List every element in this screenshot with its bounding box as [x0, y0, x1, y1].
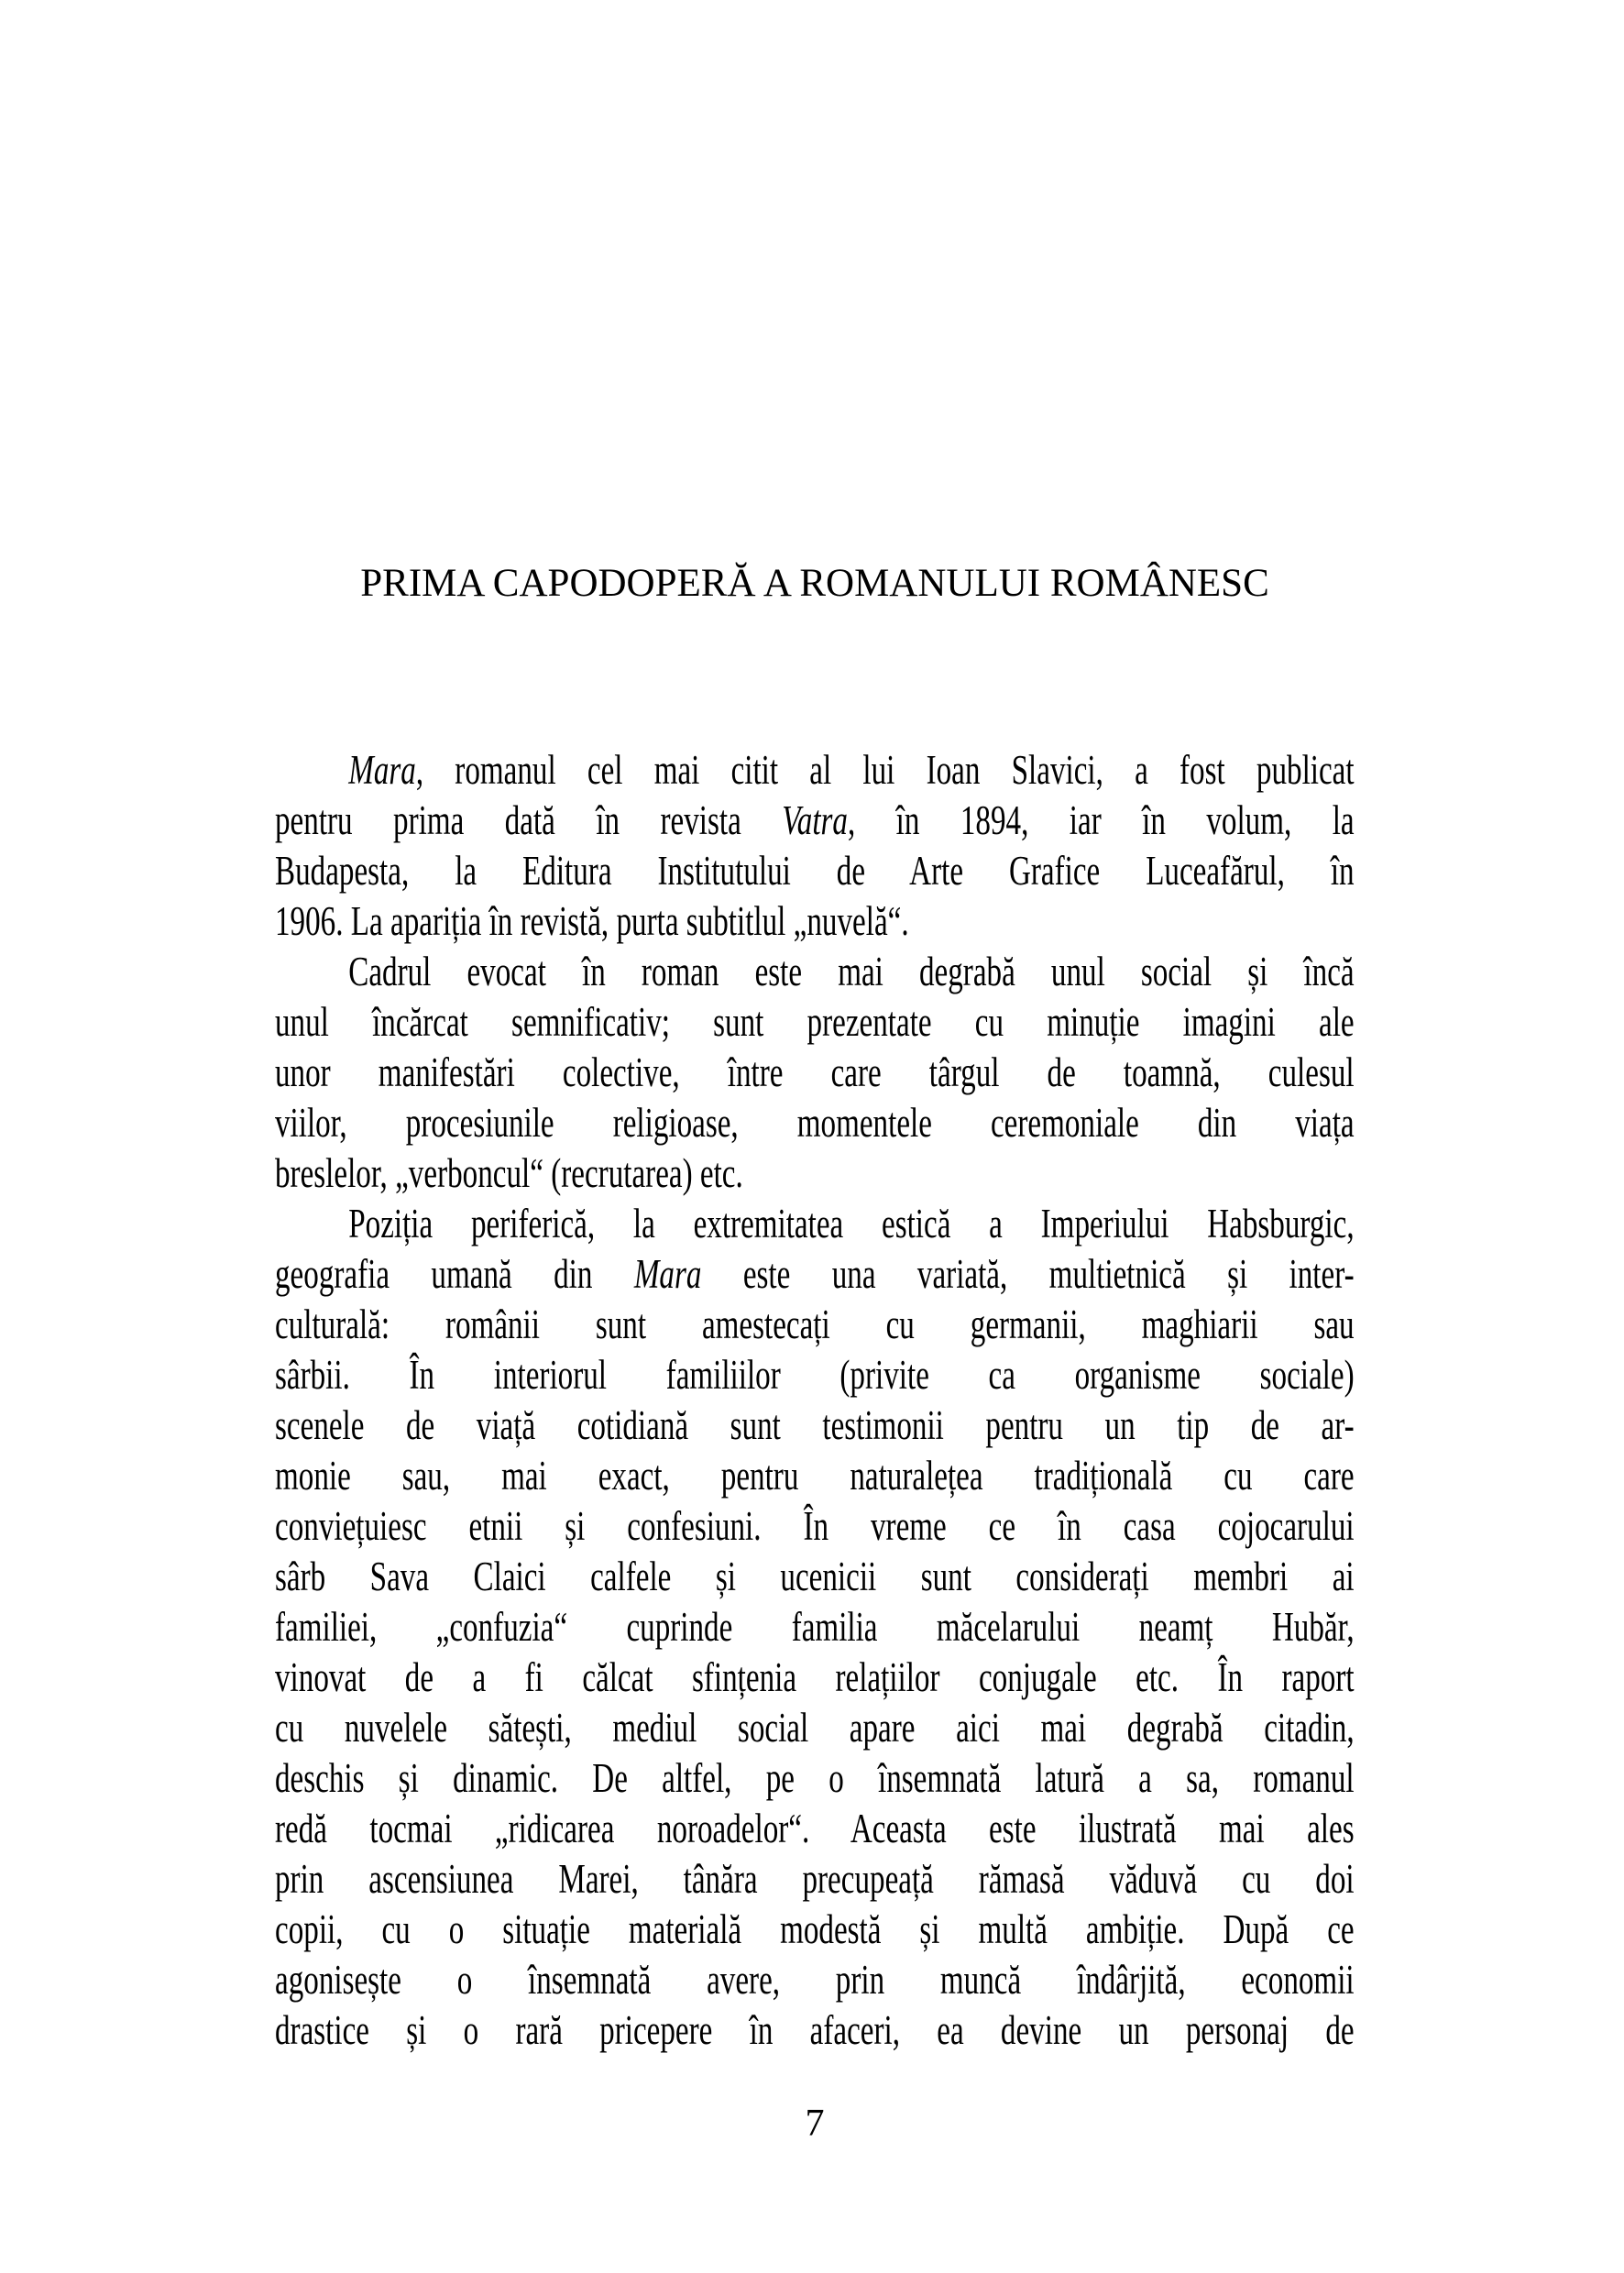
chapter-title: PRIMA CAPODOPERĂ A ROMANULUI ROMÂNESC	[360, 562, 1269, 605]
text-line	[275, 947, 1355, 997]
text-segment: agonisește o însemnată avere, prin muncă îndârjită, economii	[275, 1957, 1355, 2003]
text-segment: copii, cu o situație materială modestă și multă ambiție. După ce	[275, 1906, 1355, 1952]
text-line	[275, 1955, 1355, 2005]
text-segment: viilor, procesiunile religioase, momentele ceremoniale din viața	[275, 1100, 1355, 1146]
text-segment: 1906. La apariția în revistă, purta subtitlul „nuvelă“.	[275, 898, 909, 944]
text-line	[275, 1602, 1355, 1653]
text-segment: cu nuvelele sătești, mediul social apare aici mai degrabă citadin,	[275, 1705, 1355, 1751]
paragraphs-container	[275, 745, 1355, 2056]
text-segment: Cadrul evocat în roman este mai degrabă unul social și încă	[348, 949, 1355, 994]
page-body	[275, 745, 1355, 2056]
text-segment: conviețuiesc etnii și confesiuni. În vreme ce în casa cojocarului	[275, 1503, 1355, 1549]
text-segment: prin ascensiunea Marei, tânăra precupeață rămasă văduvă cu doi	[275, 1856, 1355, 1902]
text-segment: este una variată, multietnică și inter-	[701, 1251, 1355, 1297]
text-segment: redă tocmai „ridicarea noroadelor“. Aceasta este ilustrată mai ales	[275, 1806, 1355, 1851]
text-segment: drastice și o rară pricepere în afaceri, ea devine un personaj de	[275, 2007, 1355, 2053]
text-line	[275, 1552, 1355, 1602]
italic-text: Vatra	[782, 797, 848, 843]
text-segment: breslelor, „verboncul“ (recrutarea) etc.	[275, 1150, 743, 1196]
text-segment: Budapesta, la Editura Institutului de Arte Grafice Luceafărul, în	[275, 848, 1355, 894]
text-segment: sârb Sava Claici calfele și ucenicii sunt considerați membri ai	[275, 1554, 1355, 1599]
text-segment: deschis și dinamic. De altfel, pe o însemnată latură a sa, romanul	[275, 1755, 1355, 1801]
text-line	[275, 1501, 1355, 1552]
text-segment: scenele de viață cotidiană sunt testimonii pentru un tip de ar-	[275, 1402, 1355, 1448]
text-segment: vinovat de a fi călcat sfințenia relațiilor conjugale etc. În raport	[275, 1654, 1355, 1700]
paragraph	[275, 947, 1355, 1199]
page-number: 7	[805, 2103, 825, 2145]
text-line	[275, 2005, 1355, 2056]
text-line	[275, 846, 1355, 896]
text-segment: familiei, „confuzia“ cuprinde familia măcelarului neamț Hubăr,	[275, 1604, 1355, 1650]
italic-text: Mara	[633, 1251, 702, 1297]
text-line	[275, 1753, 1355, 1804]
text-segment: culturală: românii sunt amestecați cu germanii, maghiarii sau	[275, 1301, 1355, 1347]
text-line	[275, 1199, 1355, 1249]
text-line	[275, 1804, 1355, 1854]
text-line	[275, 1350, 1355, 1400]
text-line	[275, 1048, 1355, 1098]
paragraph	[275, 1199, 1355, 2056]
text-segment: geografia umană din	[275, 1251, 634, 1297]
text-line	[275, 1400, 1355, 1451]
text-line	[275, 896, 1355, 947]
text-line	[275, 1905, 1355, 1955]
text-segment: unor manifestări colective, între care târgul de toamnă, culesul	[275, 1049, 1355, 1095]
text-segment: , în 1894, iar în volum, la	[847, 797, 1355, 843]
text-line	[275, 1098, 1355, 1148]
text-line	[275, 796, 1355, 846]
text-line	[275, 1148, 1355, 1199]
text-line	[275, 1300, 1355, 1350]
text-line	[275, 1451, 1355, 1501]
text-segment: , romanul cel mai citit al lui Ioan Slavici, a fost publicat	[415, 747, 1355, 793]
paragraph	[275, 745, 1355, 947]
text-segment: unul încărcat semnificativ; sunt prezentate cu minuție imagini ale	[275, 999, 1355, 1045]
text-segment: sârbii. În interiorul familiilor (privite ca organisme sociale)	[275, 1352, 1355, 1398]
text-line	[275, 1703, 1355, 1753]
text-segment: pentru prima dată în revista	[275, 797, 783, 843]
text-segment: Poziția periferică, la extremitatea estică a Imperiului Habsburgic,	[348, 1201, 1355, 1246]
text-line	[275, 997, 1355, 1048]
text-segment: monie sau, mai exact, pentru naturalețea tradițională cu care	[275, 1453, 1355, 1499]
text-line	[275, 1249, 1355, 1300]
text-line	[275, 1854, 1355, 1905]
italic-text: Mara	[348, 747, 416, 793]
text-line	[275, 745, 1355, 796]
text-line	[275, 1653, 1355, 1703]
